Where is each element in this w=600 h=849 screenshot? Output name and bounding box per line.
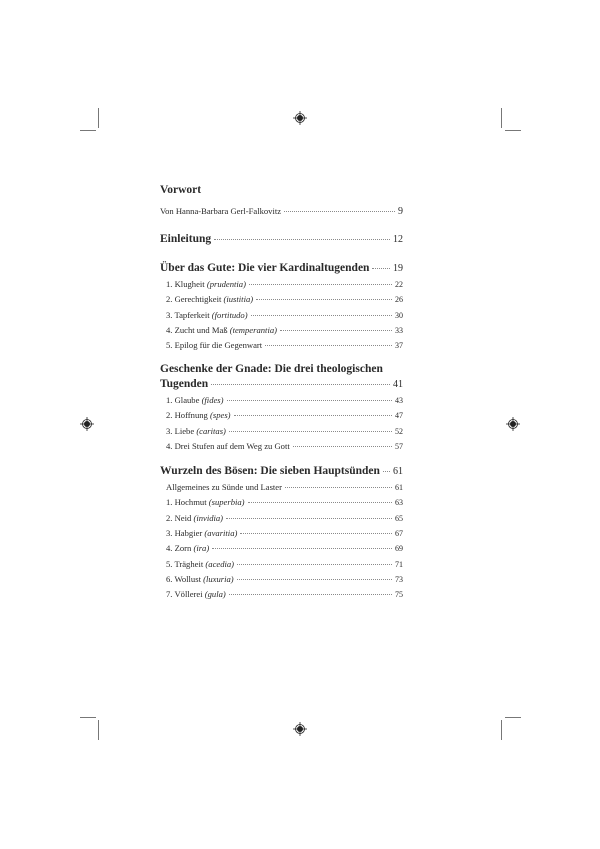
toc-item-latin: (fides) xyxy=(201,395,224,405)
toc-leader-dots xyxy=(212,548,392,549)
toc-leader-dots xyxy=(293,446,392,447)
toc-item-latin: (caritas) xyxy=(196,425,226,436)
toc-item-label: 7. Völlerei xyxy=(166,589,205,600)
toc-item-latin: (superbia) xyxy=(208,497,245,508)
toc-item-label: 1. Glaube xyxy=(166,395,202,405)
toc-page-number: 57 xyxy=(395,441,403,451)
toc-item-title xyxy=(166,513,223,523)
toc-page-number: 61 xyxy=(395,483,403,492)
toc-item-latin: (acedia) xyxy=(205,558,235,569)
toc-item-label: 3. Habgier xyxy=(166,527,205,538)
toc-entry-title: Über das Gute: Die vier Kardinaltugenden xyxy=(160,262,370,274)
toc-leader-dots xyxy=(251,315,392,316)
toc-page-number: 43 xyxy=(395,396,403,405)
toc-item-title xyxy=(166,294,253,304)
toc-page-number: 47 xyxy=(395,411,403,421)
toc-heading-section3 xyxy=(160,465,403,477)
toc-page-number: 71 xyxy=(395,559,403,569)
registration-mark-bottom-icon xyxy=(293,722,307,736)
toc-item xyxy=(166,325,403,335)
toc-leader-dots xyxy=(227,400,392,401)
toc-item-latin: (spes) xyxy=(210,410,231,421)
toc-page-number: 52 xyxy=(395,426,403,436)
toc-heading-section1 xyxy=(160,262,403,274)
toc-item-title xyxy=(166,441,290,451)
toc-item-latin: (avaritia) xyxy=(204,527,238,538)
toc-item-label: 2. Hoffnung xyxy=(166,410,211,421)
toc-page-number: 19 xyxy=(393,263,403,274)
toc-page-number: 37 xyxy=(395,341,403,351)
toc-item-title xyxy=(166,589,226,599)
toc-item-label: 4. Zucht und Maß xyxy=(166,324,230,335)
toc-item-label: 5. Epilog für die Gegenwart xyxy=(166,340,263,351)
toc-item xyxy=(166,426,403,436)
crop-mark-bottom-right-v xyxy=(501,720,502,740)
toc-heading-section2-line2 xyxy=(160,378,403,390)
toc-item-label: 3. Liebe xyxy=(166,425,197,436)
toc-entry-vorwort xyxy=(160,206,403,217)
toc-leader-dots xyxy=(226,518,392,519)
toc-page-number: 67 xyxy=(395,528,403,538)
toc-item xyxy=(166,543,403,553)
toc-item-label: 6. Wollust xyxy=(166,573,204,584)
toc-item-latin: (gula) xyxy=(204,589,226,600)
toc-item xyxy=(166,497,403,507)
toc-item-title xyxy=(166,279,246,289)
toc-entry-title: Wurzeln des Bösen: Die sieben Hauptsünden xyxy=(160,465,380,477)
toc-page-number: 22 xyxy=(395,280,403,289)
toc-item xyxy=(166,513,403,523)
toc-leader-dots xyxy=(214,239,390,240)
toc-page-number: 26 xyxy=(395,295,403,305)
toc-page-number: 73 xyxy=(395,574,403,584)
toc-item xyxy=(166,310,403,320)
toc-page-number: 30 xyxy=(395,310,403,320)
toc-item xyxy=(166,279,403,289)
toc-item-title xyxy=(166,340,262,350)
toc-item-label: 4. Drei Stufen auf dem Weg zu Gott xyxy=(166,440,290,451)
toc-item-latin: (iustitia) xyxy=(223,294,254,305)
toc-item xyxy=(166,589,403,599)
toc-leader-dots xyxy=(280,330,392,331)
toc-item xyxy=(166,395,403,405)
toc-entry-title: Tugenden xyxy=(160,378,209,390)
toc-item-label: 3. Tapferkeit xyxy=(166,309,212,320)
toc-item-label: 1. Klugheit xyxy=(166,279,207,289)
toc-item-title xyxy=(166,395,224,405)
toc-page-number: 41 xyxy=(393,379,403,390)
toc-item xyxy=(166,340,403,350)
registration-mark-top-icon xyxy=(293,111,307,125)
toc-page-number: 65 xyxy=(395,513,403,523)
toc-item-title xyxy=(166,325,277,335)
toc-leader-dots xyxy=(256,299,392,300)
toc-item-label: 1. Hochmut xyxy=(166,497,209,508)
toc-leader-dots xyxy=(372,268,390,269)
toc-leader-dots xyxy=(234,415,392,416)
toc-leader-dots xyxy=(284,211,395,212)
toc-page-number: 33 xyxy=(395,325,403,335)
toc-leader-dots xyxy=(248,502,392,503)
toc-leader-dots xyxy=(265,345,392,346)
toc-item-label: 4. Zorn xyxy=(166,543,194,554)
toc-item xyxy=(166,559,403,569)
toc-item-title xyxy=(166,528,237,538)
crop-mark-top-left-h xyxy=(80,130,96,131)
toc-leader-dots xyxy=(229,594,392,595)
toc-leader-dots xyxy=(229,431,392,432)
toc-item xyxy=(166,441,403,451)
toc-item-title xyxy=(166,410,231,420)
toc-leader-dots xyxy=(237,579,392,580)
toc-item-title xyxy=(166,559,234,569)
crop-mark-top-left-v xyxy=(98,108,99,128)
toc-item xyxy=(166,410,403,420)
toc-item-label: Allgemeines zu Sünde und Laster xyxy=(166,482,282,492)
toc-item-latin: (fortitudo) xyxy=(211,309,248,320)
toc-item-latin: (temperantia) xyxy=(229,324,277,335)
toc-item-title xyxy=(166,543,209,553)
toc-item-latin: (invidia) xyxy=(193,512,224,523)
toc-heading-vorwort: Vorwort xyxy=(160,184,202,196)
toc-leader-dots xyxy=(211,384,390,385)
toc-entry-title: Einleitung xyxy=(160,233,212,245)
toc-item-title xyxy=(166,482,282,492)
toc-item xyxy=(166,294,403,304)
toc-item-latin: (prudentia) xyxy=(206,279,246,289)
toc-leader-dots xyxy=(240,533,392,534)
toc-leader-dots xyxy=(285,487,392,488)
toc-item-label: 5. Trägheit xyxy=(166,558,206,569)
toc-heading-section2-line1: Geschenke der Gnade: Die drei theologischen xyxy=(160,363,383,375)
toc-page-number: 69 xyxy=(395,544,403,554)
toc-leader-dots xyxy=(237,564,392,565)
crop-mark-bottom-left-h xyxy=(80,717,96,718)
toc-leader-dots xyxy=(249,284,392,285)
toc-item-latin: (ira) xyxy=(193,543,210,554)
crop-mark-bottom-right-h xyxy=(505,717,521,718)
toc-leader-dots xyxy=(383,471,390,472)
toc-item-label: 2. Neid xyxy=(166,512,194,523)
toc-item-title xyxy=(166,574,234,584)
toc-item-title xyxy=(166,497,245,507)
toc-item xyxy=(166,482,403,492)
registration-mark-left-icon xyxy=(80,417,94,431)
crop-mark-bottom-left-v xyxy=(98,720,99,740)
toc-page-number: 63 xyxy=(395,498,403,508)
toc-entry-einleitung xyxy=(160,233,403,245)
toc-page-number: 9 xyxy=(398,206,403,217)
toc-entry-title: Von Hanna-Barbara Gerl-Falkovitz xyxy=(160,206,282,216)
crop-mark-top-right-h xyxy=(505,130,521,131)
toc-item xyxy=(166,528,403,538)
toc-page-number: 12 xyxy=(393,234,403,245)
crop-mark-top-right-v xyxy=(501,108,502,128)
toc-item-title xyxy=(166,426,226,436)
toc-page-number: 61 xyxy=(393,466,403,477)
toc-item-label: 2. Gerechtigkeit xyxy=(166,294,224,305)
toc-item xyxy=(166,574,403,584)
registration-mark-right-icon xyxy=(506,417,520,431)
toc-page-number: 75 xyxy=(395,590,403,600)
toc-item-latin: (luxuria) xyxy=(203,573,234,584)
toc-item-title xyxy=(166,310,248,320)
